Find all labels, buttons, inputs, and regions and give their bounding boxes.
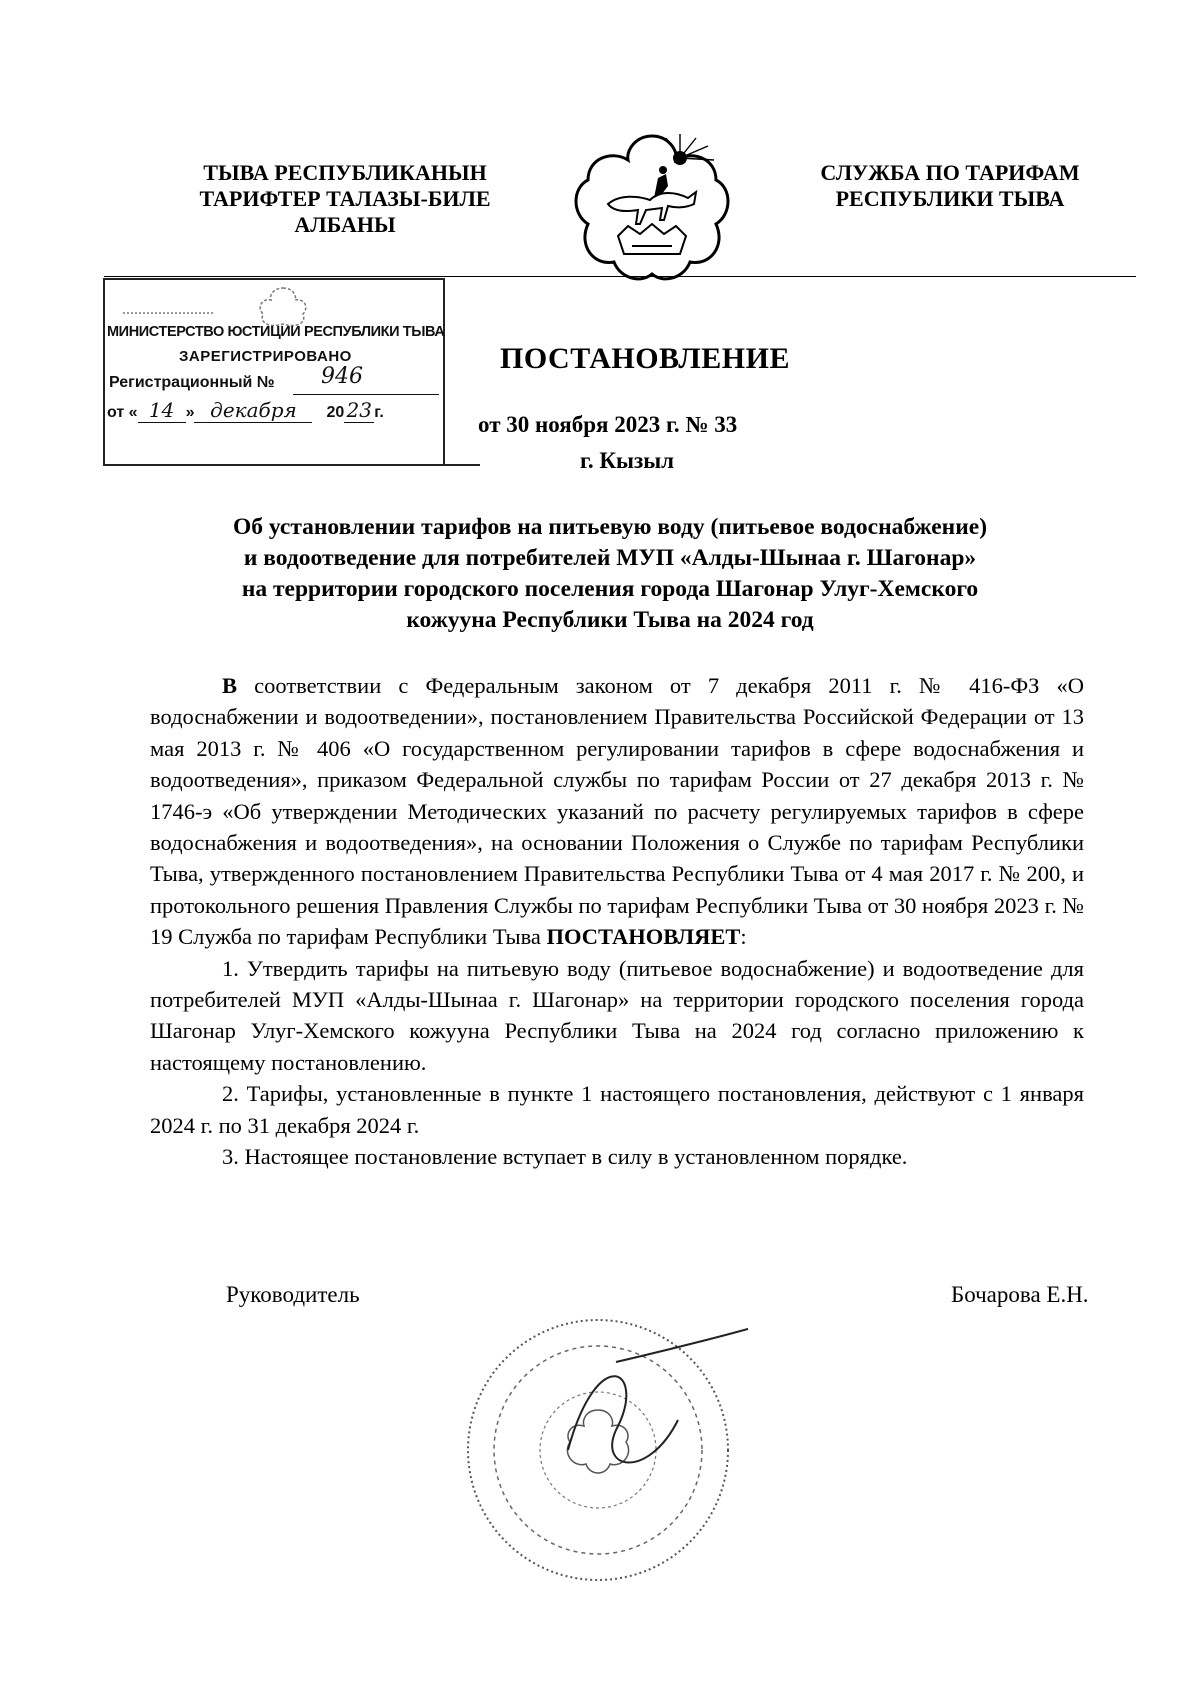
header-left-tuvan	[180, 160, 510, 238]
stamp-date-prefix: от «	[107, 404, 138, 421]
document-type: ПОСТАНОВЛЕНИЕ	[500, 342, 790, 375]
header-divider	[104, 276, 1136, 277]
title-line: Об установлении тарифов на питьевую воду (питьевое водоснабжение)	[232, 514, 988, 540]
preamble-lead: В	[222, 673, 238, 698]
header-left-line: ТАРИФТЕР ТАЛАЗЫ-БИЛЕ	[199, 186, 491, 211]
document-body	[150, 670, 1084, 1173]
title-line: и водоотведение для потребителей МУП «Алды-Шынаа г. Шагонар»	[243, 545, 977, 571]
stamp-reg-underline	[293, 394, 439, 395]
stamp-date-row	[107, 398, 384, 423]
signatory-role: Руководитель	[226, 1282, 360, 1307]
stamp-year-prefix: 20	[326, 404, 345, 421]
header-right-line: РЕСПУБЛИКИ ТЫВА	[835, 186, 1065, 211]
stamp-reg-label: Регистрационный №	[109, 374, 275, 391]
header-right-line: СЛУЖБА ПО ТАРИФАМ	[820, 160, 1080, 185]
stamp-scribble	[123, 298, 213, 314]
item-1: 1. Утвердить тарифы на питьевую воду (питьевое водоснабжение) и водоотведение для потребителей МУП «Алды-Шынаа г. Шагонар» на территории городского поселения города Шагонар Улуг-Хемского кожууна Республики Тыва на 2024 год согласно приложению к настоящему постановлению.	[150, 955, 1084, 1075]
title-line: на территории городского поселения города Шагонар Улуг-Хемского	[241, 576, 979, 602]
header-left-line: ТЫВА РЕСПУБЛИКАНЫН	[203, 160, 487, 185]
stamp-frame-bottom	[103, 464, 480, 466]
stamp-status: ЗАРЕГИСТРИРОВАНО	[179, 348, 352, 365]
decree-word: ПОСТАНОВЛЯЕТ	[546, 924, 741, 950]
document-city: г. Кызыл	[580, 448, 675, 473]
header-left-line: АЛБАНЫ	[294, 212, 396, 237]
preamble-paragraph	[150, 670, 1084, 953]
item-2: 2. Тарифы, установленные в пункте 1 настоящего постановления, действуют с 1 января 2024 г. по 31 декабря 2024 г.	[150, 1081, 1084, 1138]
signatory-name: Бочарова Е.Н.	[951, 1282, 1089, 1307]
title-line: кожууна Республики Тыва на 2024 год	[406, 607, 814, 633]
document-date-number: от 30 ноября 2023 г. № 33	[478, 412, 738, 437]
stamp-date-mid: »	[185, 404, 195, 421]
official-seal-icon	[448, 1300, 748, 1600]
stamp-year: 23	[344, 398, 374, 423]
stamp-month: декабря	[194, 398, 312, 423]
tuva-emblem-icon	[568, 128, 736, 286]
preamble-text: соответствии с Федеральным законом от 7 декабря 2011 г. № 416-ФЗ «О водоснабжении и водоотведении», постановлением Правительства Российской Федерации от 13 мая 2013 г. № 406 «О государственном регулировании тарифов в сфере водоснабжения и водоотведения», приказом Федеральной службы по тарифам России от 27 декабря 2013 г. № 1746-э «Об утверждении Методических указаний по расчету регулируемых тарифов в сфере водоснабжения и водоотведения», на основании Положения о Службе по тарифам Республики Тыва, утвержденного постановлением Правительства Республики Тыва от 4 мая 2017 г. № 200, и протокольного решения Правления Службы по тарифам Республики Тыва от 30 ноября 2023 г. № 19 Служба по тарифам Республики Тыва	[150, 673, 1084, 950]
header-right-russian	[800, 160, 1100, 212]
decree-tail: :	[740, 924, 747, 950]
stamp-day: 14	[138, 398, 186, 423]
stamp-ministry: МИНИСТЕРСТВО ЮСТИЦИИ РЕСПУБЛИКИ ТЫВА	[107, 324, 445, 340]
stamp-reg-number: 946	[321, 364, 363, 389]
registration-stamp	[103, 278, 480, 470]
document-title	[140, 512, 1080, 636]
item-3: 3. Настоящее постановление вступает в силу в установленном порядке.	[222, 1144, 908, 1170]
stamp-emblem-icon	[253, 284, 313, 328]
stamp-year-suffix: г.	[374, 404, 384, 421]
